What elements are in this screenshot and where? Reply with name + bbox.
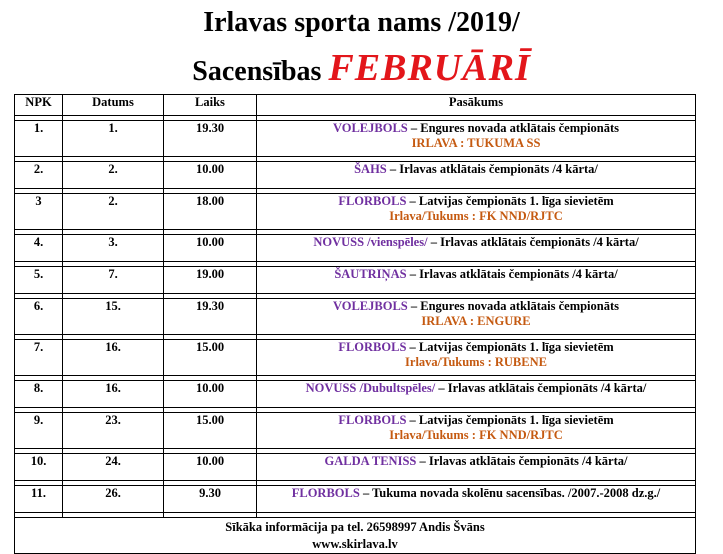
event-match: IRLAVA : TUKUMA SS (411, 136, 541, 150)
cell-npk: 8. (15, 381, 63, 408)
cell-date: 15. (63, 299, 164, 335)
cell-npk: 6. (15, 299, 63, 335)
event-line (257, 486, 695, 501)
page-title: Irlavas sporta nams /2019/ (203, 7, 520, 38)
event-sport: FLORBOLS (291, 486, 360, 500)
event-description: – Irlavas atklātais čempionāts /4 kārta/ (427, 235, 639, 249)
event-line (257, 381, 695, 396)
cell-npk: 3 (15, 194, 63, 230)
cell-date: 24. (63, 454, 164, 481)
event-description: – Latvijas čempionāts 1. līga sievietēm (406, 413, 614, 427)
table-row (15, 267, 696, 294)
event-line (257, 235, 695, 250)
footer-website: www.skirlava.lv (312, 537, 398, 551)
cell-event (257, 194, 696, 230)
cell-event (257, 413, 696, 449)
event-line (257, 121, 695, 136)
cell-npk: 2. (15, 162, 63, 189)
cell-npk: 5. (15, 267, 63, 294)
event-line (257, 454, 695, 469)
cell-date: 3. (63, 235, 164, 262)
col-header-time: Laiks (164, 95, 257, 116)
event-sport: FLORBOLS (338, 340, 407, 354)
event-line (257, 413, 695, 428)
cell-time: 15.00 (164, 413, 257, 449)
subtitle-prefix: Sacensības (192, 56, 322, 87)
event-line (257, 340, 695, 355)
event-description: – Latvijas čempionāts 1. līga sievietēm (406, 340, 614, 354)
event-match: Irlava/Tukums : FK NND/RJTC (389, 209, 563, 223)
event-match: Irlava/Tukums : RUBENE (405, 355, 547, 369)
cell-time: 10.00 (164, 381, 257, 408)
cell-npk: 11. (15, 486, 63, 513)
cell-time: 19.30 (164, 299, 257, 335)
event-description: – Irlavas atklātais čempionāts /4 kārta/ (386, 162, 598, 176)
cell-npk: 1. (15, 121, 63, 157)
event-line (257, 299, 695, 314)
event-description: – Latvijas čempionāts 1. līga sievietēm (406, 194, 614, 208)
table-row (15, 381, 696, 408)
event-sport: NOVUSS /Dubultspēles/ (305, 381, 436, 395)
cell-date: 2. (63, 194, 164, 230)
event-sport: VOLEJBOLS (332, 299, 408, 313)
table-row (15, 413, 696, 449)
col-header-date: Datums (63, 95, 164, 116)
events-body (15, 121, 696, 518)
cell-event (257, 162, 696, 189)
cell-date: 23. (63, 413, 164, 449)
cell-time: 15.00 (164, 340, 257, 376)
page-subtitle (0, 46, 723, 94)
cell-event (257, 299, 696, 335)
cell-event (257, 121, 696, 157)
col-header-event: Pasākums (257, 95, 696, 116)
event-sport: NOVUSS /vienspēles/ (313, 235, 428, 249)
footer-contact: Sīkāka informācija pa tel. 26598997 Andis Švāns (225, 520, 485, 534)
table-row (15, 454, 696, 481)
footer-row (15, 518, 696, 554)
event-match: IRLAVA : ENGURE (421, 314, 531, 328)
cell-npk: 4. (15, 235, 63, 262)
cell-time: 19.00 (164, 267, 257, 294)
cell-time: 10.00 (164, 454, 257, 481)
event-description: – Irlavas atklātais čempionāts /4 kārta/ (435, 381, 647, 395)
table-row (15, 486, 696, 513)
event-description: – Irlavas atklātais čempionāts /4 kārta/ (416, 454, 628, 468)
table-row (15, 340, 696, 376)
cell-event (257, 267, 696, 294)
table-row (15, 194, 696, 230)
table-row (15, 121, 696, 157)
cell-date: 1. (63, 121, 164, 157)
event-description: – Irlavas atklātais čempionāts /4 kārta/ (406, 267, 618, 281)
event-description: – Engures novada atklātais čempionāts (407, 299, 620, 313)
cell-time: 10.00 (164, 235, 257, 262)
cell-time: 10.00 (164, 162, 257, 189)
event-sport: VOLEJBOLS (332, 121, 408, 135)
col-header-npk: NPK (15, 95, 63, 116)
event-line (257, 267, 695, 282)
cell-npk: 7. (15, 340, 63, 376)
event-sport: ŠAUTRIŅAS (334, 267, 407, 281)
cell-date: 7. (63, 267, 164, 294)
event-sport: FLORBOLS (338, 194, 407, 208)
table-row (15, 299, 696, 335)
cell-time: 9.30 (164, 486, 257, 513)
event-sport: ŠAHS (354, 162, 387, 176)
event-sport: GALDA TENISS (324, 454, 417, 468)
cell-npk: 9. (15, 413, 63, 449)
cell-event (257, 381, 696, 408)
cell-event (257, 235, 696, 262)
event-sport: FLORBOLS (338, 413, 407, 427)
event-match: Irlava/Tukums : FK NND/RJTC (389, 428, 563, 442)
events-table (14, 94, 696, 554)
cell-date: 26. (63, 486, 164, 513)
table-row (15, 235, 696, 262)
event-description: – Tukuma novada skolēnu sacensības. /2007.-2008 dz.g./ (359, 486, 661, 500)
cell-event (257, 454, 696, 481)
event-line (257, 162, 695, 177)
cell-event (257, 340, 696, 376)
subtitle-month: FEBRUĀRĪ (328, 47, 531, 89)
cell-date: 2. (63, 162, 164, 189)
table-header-row (15, 95, 696, 116)
event-line (257, 194, 695, 209)
footer-cell (15, 518, 696, 554)
cell-time: 18.00 (164, 194, 257, 230)
event-description: – Engures novada atklātais čempionāts (407, 121, 620, 135)
cell-time: 19.30 (164, 121, 257, 157)
cell-date: 16. (63, 340, 164, 376)
cell-npk: 10. (15, 454, 63, 481)
table-row (15, 162, 696, 189)
cell-event (257, 486, 696, 513)
cell-date: 16. (63, 381, 164, 408)
